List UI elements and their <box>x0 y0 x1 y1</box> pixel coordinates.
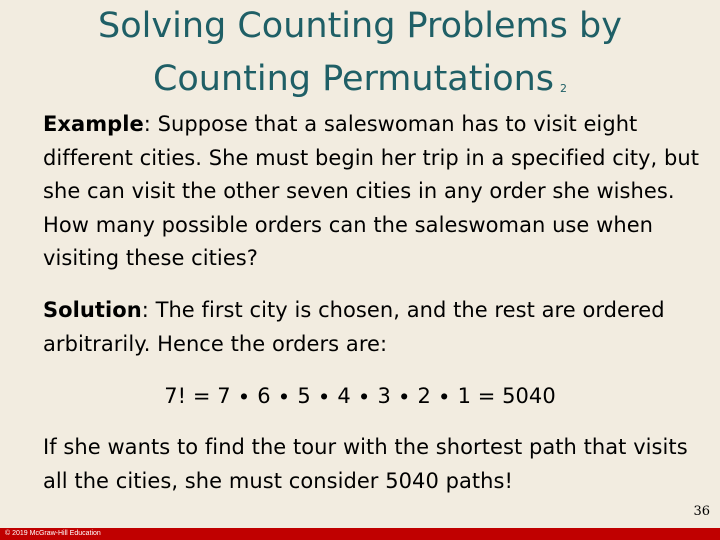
solution-label: Solution <box>43 298 142 322</box>
example-label: Example <box>43 112 144 136</box>
example-text: : Suppose that a saleswoman has to visit eight different cities. She must begin her trip in a specified city, but she can visit the other seven cities in any order she wishes. How many possible orders can the saleswoman use when visiting these cities? <box>43 112 699 271</box>
factorial-formula: 7! = 7 ∙ 6 ∙ 5 ∙ 4 ∙ 3 ∙ 2 ∙ 1 = 5040 <box>164 384 556 408</box>
solution-text: : The first city is chosen, and the rest are ordered arbitrarily. Hence the orders are: <box>43 298 665 356</box>
slide-title-subscript: 2 <box>560 82 568 95</box>
slide-title-line-1: Solving Counting Problems by <box>98 6 622 46</box>
slide-title-text: Counting Permutations <box>152 59 555 99</box>
footer-bar <box>0 528 720 540</box>
example-paragraph <box>43 108 703 276</box>
footer-copyright: © 2019 McGraw-Hill Education <box>5 530 101 537</box>
slide-title-line-2 <box>0 53 720 113</box>
solution-paragraph <box>43 294 703 361</box>
page-number: 36 <box>693 504 710 519</box>
slide-title <box>0 0 720 113</box>
remark-paragraph: If she wants to find the tour with the shortest path that visits all the cities, she must consider 5040 paths! <box>43 435 688 493</box>
